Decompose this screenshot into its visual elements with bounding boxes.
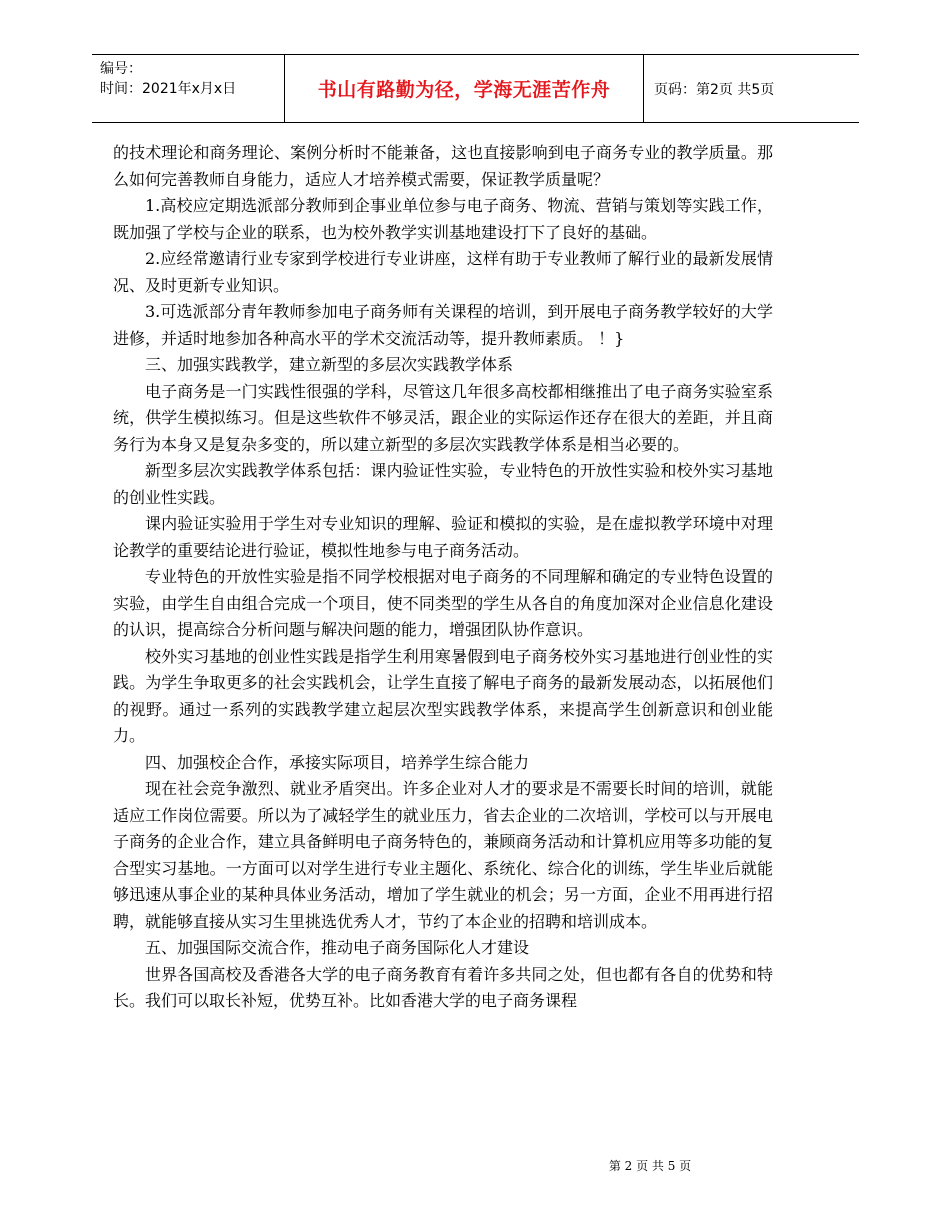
paragraph-list-item-2: 2.应经常邀请行业专家到学校进行专业讲座，这样有助于专业教师了解行业的最新发展情况、及时更新专业知识。: [113, 249, 773, 295]
paragraph-continuation: 的技术理论和商务理论、案例分析时不能兼备，这也直接影响到电子商务专业的教学质量。那么如何完善教师自身能力，适应人才培养模式需要，保证教学质量呢？: [113, 143, 773, 189]
document-body: [113, 140, 773, 1015]
page-header: [92, 54, 859, 123]
header-page-cell: [644, 55, 859, 122]
section-heading-5: 五、加强国际交流合作，推动电子商务国际化人才建设: [145, 938, 530, 957]
document-number-label: 编号：: [100, 61, 142, 77]
paragraph: 课内验证实验用于学生对专业知识的理解、验证和模拟的实验，是在虚拟教学环境中对理论教学的重要结论进行验证，模拟性地参与电子商务活动。: [113, 514, 773, 560]
paragraph: 世界各国高校及香港各大学的电子商务教育有着许多共同之处，但也都有各自的优势和特长。我们可以取长补短，优势互补。比如香港大学的电子商务课程: [113, 964, 773, 1010]
section-heading-4: 四、加强校企合作，承接实际项目，培养学生综合能力: [145, 752, 530, 772]
page-footer: 第 2 页 共 5 页: [608, 1159, 692, 1173]
paragraph: 现在社会竞争激烈、就业矛盾突出。许多企业对人才的要求是不需要长时间的培训，就能适应工作岗位需要。所以为了减轻学生的就业压力，省去企业的二次培训，学校可以与开展电子商务的企业合作，建立具备鲜明电子商务特色的，兼顾商务活动和计算机应用等多功能的复合型实习基地。一方面可以对学生进行专业主题化、系统化、综合化的训练，学生毕业后就能够迅速从事企业的某种具体业务活动，增加了学生就业的机会；另一方面，企业不用再进行招聘，就能够直接从实习生里挑选优秀人才，节约了本企业的招聘和培训成本。: [113, 779, 773, 931]
header-motto-cell: [285, 55, 644, 122]
paragraph-list-item-3: 3.可选派部分青年教师参加电子商务师有关课程的培训，到开展电子商务教学较好的大学进修，并适时地参加各种高水平的学术交流活动等，提升教师素质。 ！}: [113, 302, 773, 348]
paragraph: 电子商务是一门实践性很强的学科，尽管这几年很多高校都相继推出了电子商务实验室系统，供学生模拟练习。但是这些软件不够灵活，跟企业的实际运作还存在很大的差距，并且商务行为本身又是复杂多变的，所以建立新型的多层次实践教学体系是相当必要的。: [113, 381, 773, 454]
header-meta: [92, 55, 285, 122]
document-time: 时间：2021年x月x日: [100, 81, 237, 97]
header-motto: 书山有路勤为径，学海无涯苦作舟: [317, 79, 611, 101]
header-page-indicator: 页码：第2页 共5页: [654, 81, 775, 98]
paragraph: 校外实习基地的创业性实践是指学生利用寒暑假到电子商务校外实习基地进行创业性的实践。为学生争取更多的社会实践机会，让学生直接了解电子商务的最新发展动态，以拓展他们的视野。通过一系列的实践教学建立起层次型实践教学体系，来提高学生创新意识和创业能力。: [113, 646, 773, 745]
paragraph: 新型多层次实践教学体系包括：课内验证性实验，专业特色的开放性实验和校外实习基地的创业性实践。: [113, 461, 773, 507]
paragraph-list-item-1: 1.高校应定期选派部分教师到企事业单位参与电子商务、物流、营销与策划等实践工作，既加强了学校与企业的联系，也为校外教学实训基地建设打下了良好的基础。: [113, 196, 773, 242]
section-heading-3: 三、加强实践教学，建立新型的多层次实践教学体系: [145, 355, 514, 374]
paragraph: 专业特色的开放性实验是指不同学校根据对电子商务的不同理解和确定的专业特色设置的实验，由学生自由组合完成一个项目，使不同类型的学生从各自的角度加深对企业信息化建设的认识，提高综合分析问题与解决问题的能力，增强团队协作意识。: [113, 567, 773, 639]
